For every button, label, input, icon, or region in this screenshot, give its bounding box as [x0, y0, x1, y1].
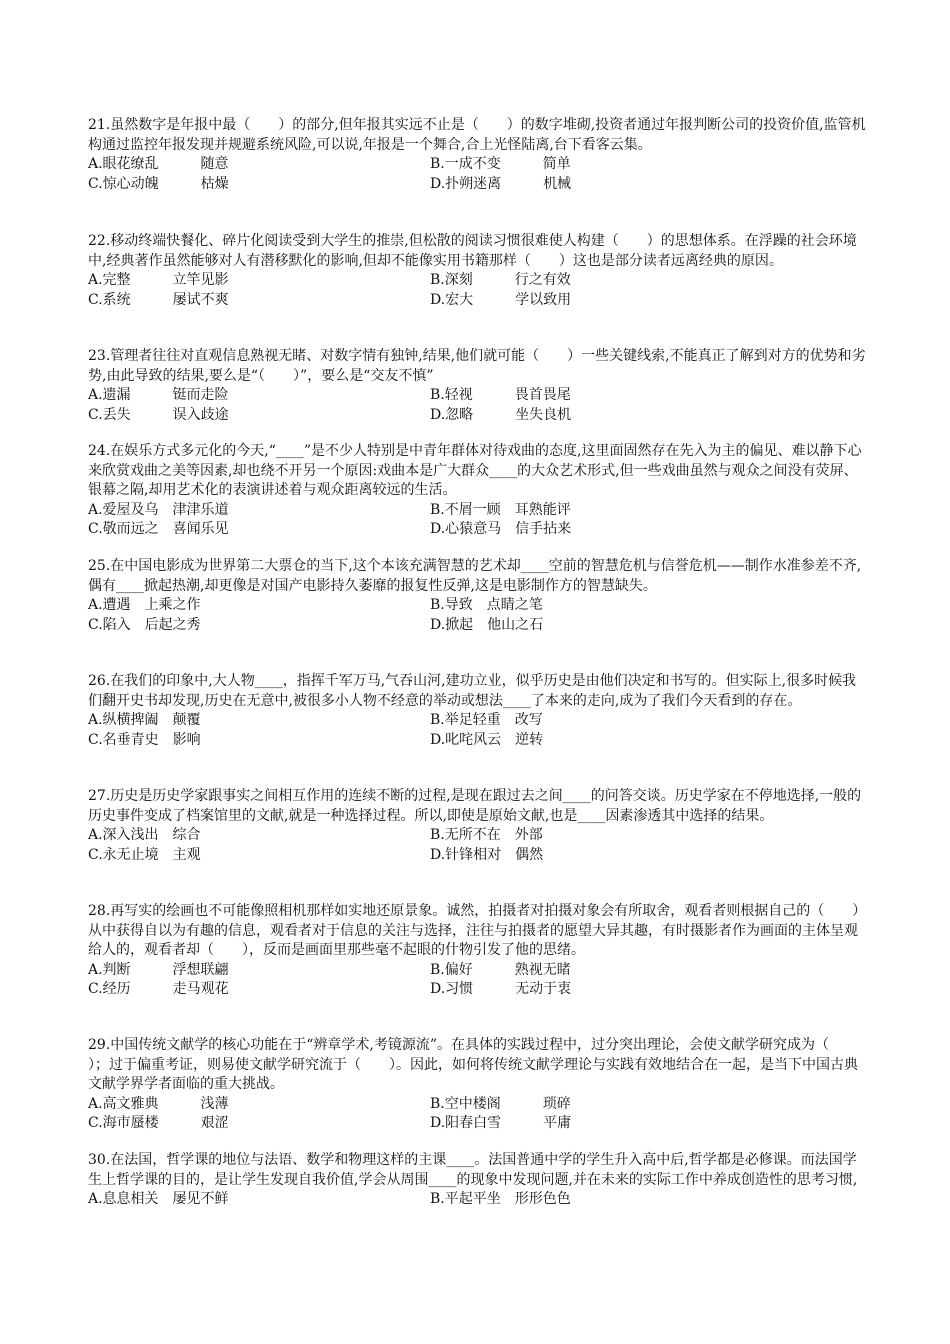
option-b[interactable]: B.一成不变 简单	[430, 156, 571, 172]
option-c[interactable]: C.敬而远之 喜闻乐见	[88, 521, 229, 537]
option-c[interactable]: C.海市蜃楼 艰涩	[88, 1115, 229, 1131]
answer-options	[88, 711, 868, 750]
option-b[interactable]: B.不屑一顾 耳熟能评	[430, 501, 571, 518]
option-c[interactable]: C.名垂青史 影响	[88, 731, 201, 748]
question-stem: 29.中国传统文献学的核心功能在于“辨章学术,考镜源流”。在具体的实践过程中，过分突出理论，会使文献学研究成为（ ）；过于偏重考证，则易使文献学研究流于（ ）。因此，如何将传统文献学理论与实践有效地结合在一起，是当下中国古典文献学界学者面临的重大挑战。	[88, 1037, 858, 1092]
option-c[interactable]: C.经历 走马观花	[88, 981, 229, 997]
option-b[interactable]: B.深刻 行之有效	[430, 272, 571, 288]
question-stem: 24.在娱乐方式多元化的今天,“____”是不少人特别是中青年群体对待戏曲的态度,这里面固然存在先入为主的偏见、难以静下心来欣赏戏曲之美等因素,却也绕不开另一个原因:戏曲本是广大群众____的大众艺术形式,但一些戏曲虽然与观众之间没有荧屏、银幕之隔,却用艺术化的表演讲述着与观众距离较远的生活。	[88, 443, 862, 498]
question-stem: 27.历史是历史学家跟事实之间相互作用的连续不断的过程,是现在跟过去之间____的问答交谈。历史学家在不停地选择,一般的历史事件变成了档案馆里的文献,就是一种选择过程。所以,即使是原始文献,也是____因素渗透其中选择的结果。	[88, 788, 862, 824]
question-21	[88, 116, 868, 194]
question-25	[88, 557, 868, 635]
option-c[interactable]: C.惊心动魄 枯燥	[88, 175, 229, 192]
option-d[interactable]: D.针锋相对 偶然	[430, 846, 544, 863]
question-22	[88, 232, 868, 310]
option-b[interactable]: B.无所不在 外部	[430, 827, 543, 843]
option-c[interactable]: C.永无止境 主观	[88, 846, 201, 863]
option-a[interactable]: A.判断 浮想联翩	[88, 961, 229, 978]
question-30	[88, 1151, 868, 1210]
question-stem: 30.在法国，哲学课的地位与法语、数学和物理这样的主课____。法国普通中学的学生升入高中后,哲学都是必修课。而法国学生上哲学课的目的，是让学生发现自我价值,学会从周围____的现象中发现问题,并在未来的实际工作中养成创造性的思考习惯,	[88, 1152, 858, 1188]
answer-options	[88, 1190, 868, 1210]
option-c[interactable]: C.陷入 后起之秀	[88, 616, 201, 633]
option-b[interactable]: B.导致 点睛之笔	[430, 597, 543, 613]
option-a[interactable]: A.完整 立竿见影	[88, 272, 229, 288]
option-b[interactable]: B.轻视 畏首畏尾	[430, 387, 571, 403]
question-24	[88, 442, 868, 540]
option-a[interactable]: A.息息相关 屡见不鲜	[88, 1191, 229, 1207]
question-stem: 23.管理者往往对直观信息熟视无睹、对数字情有独钟,结果,他们就可能（ ）一些关键线索,不能真正了解到对方的优势和劣势,由此导致的结果,要么是“（ ）”，要么是“交友不慎”	[88, 348, 866, 384]
option-b[interactable]: B.偏好 熟视无睹	[430, 961, 571, 978]
question-stem: 21.虽然数字是年报中最（ ）的部分,但年报其实远不止是（ ）的数字堆砌,投资者通过年报判断公司的投资价值,监管机构通过监控年报发现并规避系统风险,可以说,年报是一个舞合,合上光怪陆离,台下看客云集。	[88, 117, 866, 153]
option-a[interactable]: A.遭遇 上乘之作	[88, 597, 201, 613]
question-stem: 22.移动终端快餐化、碎片化阅读受到大学生的推崇,但松散的阅读习惯很难使人构建（ ）的思想体系。在浮躁的社会环境中,经典著作虽然能够对人有潜移默化的影响,但却不能像实用书籍那样（ ）这也是部分读者远离经典的原因。	[88, 233, 857, 269]
option-d[interactable]: D.扑朔迷离 机械	[430, 175, 572, 192]
option-a[interactable]: A.爱屋及乌 津津乐道	[88, 501, 229, 518]
question-stem: 26.在我们的印象中,大人物____，指挥千军万马,气吞山河,建功立业，似乎历史是由他们决定和书写的。但实际上,很多时候我们翻开史书却发现,历史在无意中,被很多小人物不经意的举动或想法____了本来的走向,成为了我们今天看到的存在。	[88, 673, 857, 709]
option-a[interactable]: A.纵横捭阖 颠覆	[88, 712, 201, 728]
option-c[interactable]: C.丢失 误入歧途	[88, 406, 229, 423]
question-stem: 25.在中国电影成为世界第二大票仓的当下,这个本该充满智慧的艺术却____空前的智慧危机与信誉危机——制作水准参差不齐,偶有____掀起热潮,却更像是对国产电影持久萎靡的报复性反弹,这是电影制作方的智慧缺失。	[88, 558, 862, 594]
answer-options	[88, 386, 868, 425]
question-28	[88, 902, 868, 1000]
question-stem: 28.再写实的绘画也不可能像照相机那样如实地还原景象。诚然，拍摄者对拍摄对象会有所取舍，观看者则根据自己的（ ）从中获得自以为有趣的信息，观看者对于信息的关注与选择，注往与拍摄者的愿望大异其趣，有时摄影者作为画面的主体呈观给人的，观看者却（ ），反而是画面里那些毫不起眼的什物引发了他的思绪。	[88, 903, 867, 958]
question-27	[88, 787, 868, 865]
option-d[interactable]: D.心猿意马 信手拈来	[430, 521, 572, 537]
question-23	[88, 347, 868, 425]
option-d[interactable]: D.忽略 坐失良机	[430, 406, 572, 423]
option-b[interactable]: B.平起平坐 形形色色	[430, 1191, 571, 1207]
option-d[interactable]: D.掀起 他山之石	[430, 616, 544, 633]
option-d[interactable]: D.叱咤风云 逆转	[430, 731, 544, 748]
option-a[interactable]: A.高文雅典 浅薄	[88, 1095, 229, 1112]
option-d[interactable]: D.习惯 无动于衷	[430, 981, 572, 997]
answer-options	[88, 1095, 868, 1134]
answer-options	[88, 961, 868, 1000]
option-a[interactable]: A.深入浅出 综合	[88, 827, 201, 843]
option-a[interactable]: A.遗漏 铤而走险	[88, 387, 229, 403]
option-a[interactable]: A.眼花缭乱 随意	[88, 156, 229, 172]
question-26	[88, 672, 868, 750]
option-b[interactable]: B.举足轻重 改写	[430, 712, 543, 728]
option-d[interactable]: D.阳春白雪 平庸	[430, 1115, 572, 1131]
option-c[interactable]: C.系统 屡试不爽	[88, 291, 229, 308]
answer-options	[88, 596, 868, 635]
answer-options	[88, 271, 868, 310]
option-b[interactable]: B.空中楼阁 琐碎	[430, 1095, 571, 1112]
answer-options	[88, 155, 868, 194]
answer-options	[88, 826, 868, 865]
option-d[interactable]: D.宏大 学以致用	[430, 291, 572, 308]
answer-options	[88, 501, 868, 540]
question-29	[88, 1036, 868, 1134]
